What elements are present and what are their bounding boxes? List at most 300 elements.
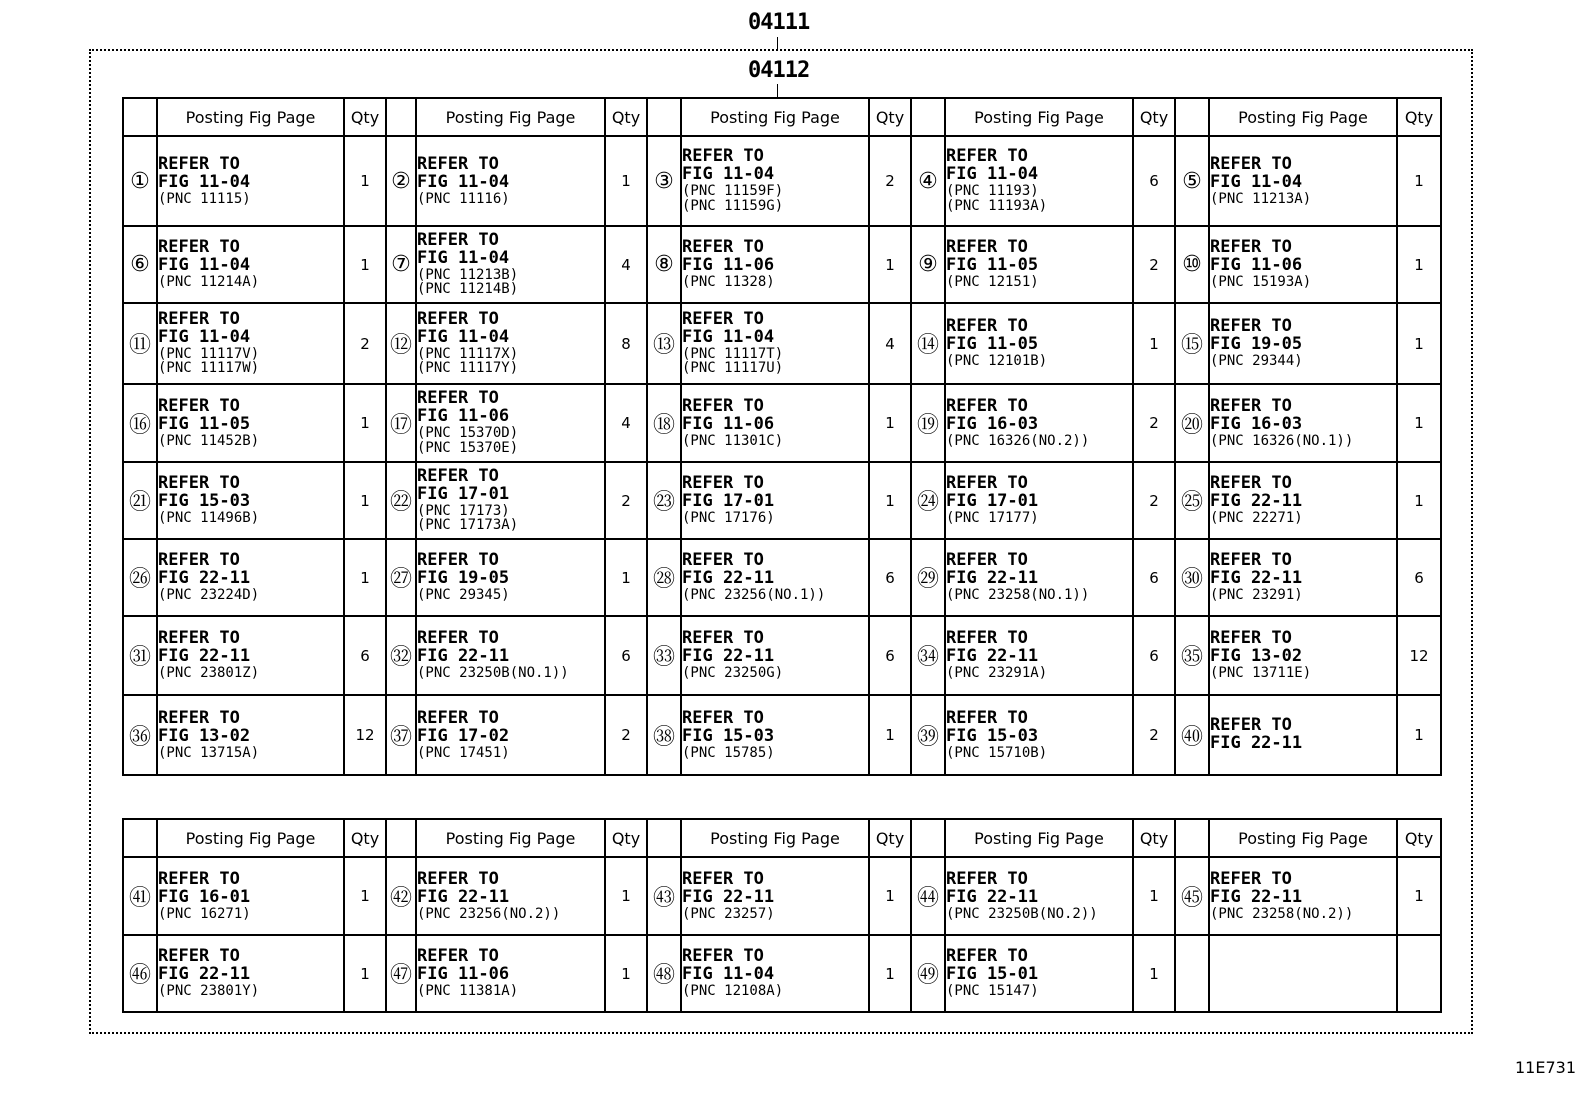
table-row (123, 616, 1441, 695)
refer-to-text: REFER TO (158, 237, 240, 258)
item-number: ㊻ (123, 935, 157, 1012)
header-posting-fig-page: Posting Fig Page (416, 98, 605, 136)
quantity: 1 (1133, 935, 1175, 1012)
item-number: ⑨ (911, 226, 945, 303)
header-index-cell (1175, 98, 1209, 136)
refer-to-text: REFER TO (417, 550, 499, 571)
pnc-number: (PNC 23258(NO.2)) (1210, 905, 1354, 922)
quantity: 1 (344, 539, 386, 616)
pnc-number: (PNC 11117U) (682, 360, 784, 377)
header-qty: Qty (605, 98, 647, 136)
header-index-cell (386, 819, 416, 857)
figure-reference: FIG 22-11 (1210, 733, 1303, 753)
pnc-number: (PNC 11117Y) (417, 360, 519, 377)
refer-to-text: REFER TO (417, 229, 499, 250)
refer-to-text: REFER TO (682, 473, 764, 494)
item-number: ㊲ (386, 695, 416, 775)
pnc-number: (PNC 23258(NO.1)) (946, 587, 1090, 603)
posting-reference (416, 857, 605, 935)
pnc-number: (PNC 11496B) (158, 510, 260, 526)
refer-to-text: REFER TO (1210, 237, 1292, 258)
header-qty: Qty (869, 819, 911, 857)
item-number: ㊴ (911, 695, 945, 775)
figure-reference: FIG 16-03 (1210, 413, 1303, 434)
table-row (123, 384, 1441, 462)
pnc-number: (PNC 12151) (946, 274, 1039, 290)
posting-reference (681, 384, 869, 462)
figure-reference: FIG 17-02 (417, 725, 510, 746)
quantity: 12 (1397, 616, 1441, 695)
item-number: ㉗ (386, 539, 416, 616)
pnc-number: (PNC 11116) (417, 190, 510, 207)
figure-reference: FIG 16-01 (158, 886, 251, 907)
posting-reference (681, 616, 869, 695)
figure-reference: FIG 15-03 (158, 491, 251, 512)
posting-reference (1209, 303, 1397, 384)
posting-reference (945, 462, 1133, 539)
table-row (123, 857, 1441, 935)
header-qty: Qty (605, 819, 647, 857)
refer-to-text: REFER TO (158, 153, 240, 174)
quantity: 1 (869, 462, 911, 539)
pnc-number: (PNC 12101B) (946, 353, 1048, 369)
quantity: 2 (869, 136, 911, 226)
header-posting-fig-page: Posting Fig Page (681, 98, 869, 136)
item-number: ① (123, 136, 157, 226)
figure-reference: FIG 22-11 (946, 886, 1039, 907)
table-row (123, 695, 1441, 775)
pnc-number: (PNC 17173A) (417, 517, 519, 534)
refer-to-text: REFER TO (417, 308, 499, 329)
item-number: ㉕ (1175, 462, 1209, 539)
item-number: ㉝ (647, 616, 681, 695)
posting-reference (416, 226, 605, 303)
parts-reference-table-top (122, 97, 1442, 776)
pnc-number: (PNC 23801Z) (158, 665, 260, 681)
parts-reference-table-bottom (122, 818, 1442, 1013)
pnc-number: (PNC 23250B(NO.1)) (417, 665, 569, 681)
refer-to-text: REFER TO (682, 868, 764, 889)
header-posting-fig-page: Posting Fig Page (945, 819, 1133, 857)
figure-reference: FIG 17-01 (417, 483, 510, 504)
header-posting-fig-page: Posting Fig Page (681, 819, 869, 857)
posting-reference (157, 695, 344, 775)
header-qty: Qty (1133, 819, 1175, 857)
quantity: 1 (1397, 303, 1441, 384)
pnc-number: (PNC 11115) (158, 190, 251, 207)
figure-reference: FIG 11-04 (417, 247, 510, 268)
figure-reference: FIG 19-05 (417, 568, 510, 589)
header-index-cell (911, 98, 945, 136)
item-number: ㊽ (647, 935, 681, 1012)
item-number: ② (386, 136, 416, 226)
item-number: ㉙ (911, 539, 945, 616)
posting-reference (157, 857, 344, 935)
posting-reference (416, 384, 605, 462)
item-number: ㉟ (1175, 616, 1209, 695)
table-row (123, 462, 1441, 539)
figure-reference: FIG 22-11 (1210, 568, 1303, 589)
quantity: 1 (344, 226, 386, 303)
quantity: 4 (605, 226, 647, 303)
figure-reference: FIG 17-01 (682, 491, 775, 512)
figure-reference: FIG 22-11 (417, 886, 510, 907)
item-number: ㊳ (647, 695, 681, 775)
table-row (123, 539, 1441, 616)
refer-to-text: REFER TO (946, 237, 1028, 258)
item-number: ③ (647, 136, 681, 226)
header-posting-fig-page: Posting Fig Page (1209, 819, 1397, 857)
figure-reference: FIG 15-03 (682, 725, 775, 746)
figure-reference: FIG 13-02 (1210, 646, 1303, 667)
quantity: 2 (1133, 384, 1175, 462)
header-index-cell (647, 98, 681, 136)
header-posting-fig-page: Posting Fig Page (157, 98, 344, 136)
figure-reference: FIG 11-05 (946, 334, 1039, 355)
refer-to-text: REFER TO (1210, 868, 1292, 889)
refer-to-text: REFER TO (682, 707, 764, 728)
posting-reference (416, 616, 605, 695)
posting-reference (157, 136, 344, 226)
item-number: ㊷ (386, 857, 416, 935)
posting-reference (416, 303, 605, 384)
refer-to-text: REFER TO (946, 473, 1028, 494)
quantity: 6 (869, 616, 911, 695)
table-header-row (123, 98, 1441, 136)
posting-reference (945, 935, 1133, 1012)
quantity: 1 (1397, 384, 1441, 462)
table-header-row (123, 819, 1441, 857)
posting-reference (681, 539, 869, 616)
figure-reference: FIG 22-11 (1210, 491, 1303, 512)
figure-reference: FIG 22-11 (682, 568, 775, 589)
quantity: 1 (869, 384, 911, 462)
refer-to-text: REFER TO (946, 707, 1028, 728)
pnc-number: (PNC 11159G) (682, 197, 784, 214)
item-number: ㉞ (911, 616, 945, 695)
posting-reference (1209, 226, 1397, 303)
posting-reference (416, 136, 605, 226)
item-number: ⑯ (123, 384, 157, 462)
pnc-number: (PNC 11193) (946, 183, 1039, 200)
item-number: ④ (911, 136, 945, 226)
posting-reference (1209, 935, 1397, 1012)
quantity: 2 (605, 695, 647, 775)
item-number: ⑦ (386, 226, 416, 303)
posting-reference (416, 935, 605, 1012)
header-index-cell (123, 819, 157, 857)
figure-reference: FIG 15-03 (946, 725, 1039, 746)
drawing-code: 11E731 (1514, 1058, 1576, 1077)
assembly-label-04112: 04112 (748, 58, 810, 83)
quantity: 1 (1397, 136, 1441, 226)
refer-to-text: REFER TO (946, 868, 1028, 889)
refer-to-text: REFER TO (1210, 628, 1292, 649)
refer-to-text: REFER TO (158, 946, 240, 967)
item-number: ㊵ (1175, 695, 1209, 775)
posting-reference (945, 857, 1133, 935)
figure-reference: FIG 11-04 (682, 964, 775, 985)
item-number: ⑬ (647, 303, 681, 384)
item-number: ⑧ (647, 226, 681, 303)
pnc-number: (PNC 16271) (158, 905, 251, 922)
quantity: 1 (1397, 695, 1441, 775)
item-number: ㉜ (386, 616, 416, 695)
table-row (123, 935, 1441, 1012)
header-index-cell (386, 98, 416, 136)
posting-reference (945, 695, 1133, 775)
assembly-label-04111: 04111 (748, 10, 810, 35)
posting-reference (416, 539, 605, 616)
figure-reference: FIG 11-04 (417, 326, 510, 347)
item-number: ⑲ (911, 384, 945, 462)
pnc-number: (PNC 11117X) (417, 345, 519, 362)
quantity: 8 (605, 303, 647, 384)
header-qty: Qty (344, 98, 386, 136)
quantity: 1 (344, 462, 386, 539)
refer-to-text: REFER TO (417, 388, 499, 409)
refer-to-text: REFER TO (417, 707, 499, 728)
quantity: 1 (344, 857, 386, 935)
item-number: ⑤ (1175, 136, 1209, 226)
figure-reference: FIG 13-02 (158, 725, 251, 746)
pnc-number: (PNC 23256(NO.1)) (682, 587, 826, 603)
quantity: 1 (1133, 857, 1175, 935)
figure-reference: FIG 22-11 (682, 886, 775, 907)
refer-to-text: REFER TO (682, 237, 764, 258)
posting-reference (1209, 462, 1397, 539)
item-number: ㉛ (123, 616, 157, 695)
header-index-cell (1175, 819, 1209, 857)
refer-to-text: REFER TO (682, 146, 764, 167)
header-posting-fig-page: Posting Fig Page (1209, 98, 1397, 136)
quantity: 6 (605, 616, 647, 695)
item-number: ㊼ (386, 935, 416, 1012)
posting-reference (681, 462, 869, 539)
quantity: 4 (869, 303, 911, 384)
figure-reference: FIG 11-04 (158, 326, 251, 347)
refer-to-text: REFER TO (946, 395, 1028, 416)
pnc-number: (PNC 15147) (946, 983, 1039, 999)
quantity: 2 (344, 303, 386, 384)
refer-to-text: REFER TO (1210, 550, 1292, 571)
pnc-number: (PNC 11452B) (158, 432, 260, 449)
refer-to-text: REFER TO (158, 868, 240, 889)
refer-to-text: REFER TO (158, 707, 240, 728)
posting-reference (157, 462, 344, 539)
quantity: 1 (605, 136, 647, 226)
pnc-number: (PNC 22271) (1210, 510, 1303, 526)
figure-reference: FIG 22-11 (158, 568, 251, 589)
item-number: ㉖ (123, 539, 157, 616)
pnc-number: (PNC 17173) (417, 502, 510, 519)
pnc-number: (PNC 16326(NO.2)) (946, 432, 1090, 449)
item-number: ⑮ (1175, 303, 1209, 384)
refer-to-text: REFER TO (158, 550, 240, 571)
pnc-number: (PNC 17176) (682, 510, 775, 526)
item-number: ㉓ (647, 462, 681, 539)
posting-reference (416, 462, 605, 539)
quantity: 1 (1397, 226, 1441, 303)
quantity: 1 (1133, 303, 1175, 384)
posting-reference (1209, 136, 1397, 226)
figure-reference: FIG 16-03 (946, 413, 1039, 434)
posting-reference (157, 384, 344, 462)
leader-line-04112 (777, 84, 778, 98)
refer-to-text: REFER TO (1210, 153, 1292, 174)
refer-to-text: REFER TO (417, 465, 499, 486)
posting-reference (681, 695, 869, 775)
pnc-number: (PNC 11213A) (1210, 190, 1312, 207)
figure-reference: FIG 11-06 (682, 255, 775, 276)
figure-reference: FIG 11-06 (682, 413, 775, 434)
quantity: 2 (1133, 462, 1175, 539)
pnc-number: (PNC 23291) (1210, 587, 1303, 603)
quantity: 2 (605, 462, 647, 539)
header-posting-fig-page: Posting Fig Page (945, 98, 1133, 136)
item-number: ⑱ (647, 384, 681, 462)
item-number: ㊺ (1175, 857, 1209, 935)
quantity: 1 (344, 384, 386, 462)
posting-reference (1209, 539, 1397, 616)
table-row (123, 303, 1441, 384)
posting-reference (681, 303, 869, 384)
header-posting-fig-page: Posting Fig Page (157, 819, 344, 857)
pnc-number: (PNC 11117W) (158, 360, 260, 377)
item-number: ㊱ (123, 695, 157, 775)
quantity: 6 (1397, 539, 1441, 616)
figure-reference: FIG 11-04 (1210, 171, 1303, 192)
quantity: 4 (605, 384, 647, 462)
figure-reference: FIG 19-05 (1210, 334, 1303, 355)
pnc-number: (PNC 15193A) (1210, 274, 1312, 290)
pnc-number: (PNC 11213B) (417, 266, 519, 283)
figure-reference: FIG 11-06 (417, 964, 510, 985)
posting-reference (945, 539, 1133, 616)
figure-reference: FIG 11-04 (158, 171, 251, 192)
pnc-number: (PNC 23257) (682, 905, 775, 922)
item-number: ⑪ (123, 303, 157, 384)
pnc-number: (PNC 15370D) (417, 425, 519, 442)
figure-reference: FIG 22-11 (682, 646, 775, 667)
pnc-number: (PNC 11117V) (158, 345, 260, 362)
refer-to-text: REFER TO (946, 946, 1028, 967)
posting-reference (157, 539, 344, 616)
refer-to-text: REFER TO (682, 946, 764, 967)
posting-reference (945, 226, 1133, 303)
item-number: ⑥ (123, 226, 157, 303)
quantity: 12 (344, 695, 386, 775)
pnc-number: (PNC 11301C) (682, 432, 784, 449)
table-row (123, 136, 1441, 226)
posting-reference (681, 935, 869, 1012)
item-number: ㉘ (647, 539, 681, 616)
figure-reference: FIG 22-11 (158, 964, 251, 985)
refer-to-text: REFER TO (946, 146, 1028, 167)
quantity: 1 (869, 935, 911, 1012)
figure-reference: FIG 22-11 (158, 646, 251, 667)
pnc-number: (PNC 23250G) (682, 665, 784, 681)
quantity: 6 (344, 616, 386, 695)
refer-to-text: REFER TO (1210, 473, 1292, 494)
quantity: 2 (1133, 695, 1175, 775)
pnc-number: (PNC 15370E) (417, 439, 519, 456)
refer-to-text: REFER TO (682, 628, 764, 649)
refer-to-text: REFER TO (417, 628, 499, 649)
table-row (123, 226, 1441, 303)
pnc-number: (PNC 11193A) (946, 197, 1048, 214)
posting-reference (416, 695, 605, 775)
refer-to-text: REFER TO (946, 550, 1028, 571)
pnc-number: (PNC 11328) (682, 274, 775, 290)
header-qty: Qty (1397, 98, 1441, 136)
item-number: ⑰ (386, 384, 416, 462)
figure-reference: FIG 11-05 (946, 255, 1039, 276)
figure-reference: FIG 22-11 (946, 646, 1039, 667)
refer-to-text: REFER TO (158, 473, 240, 494)
figure-reference: FIG 11-04 (417, 171, 510, 192)
header-index-cell (647, 819, 681, 857)
refer-to-text: REFER TO (946, 316, 1028, 337)
item-number: ⑳ (1175, 384, 1209, 462)
pnc-number: (PNC 17177) (946, 510, 1039, 526)
quantity: 1 (605, 857, 647, 935)
quantity: 1 (869, 857, 911, 935)
quantity: 6 (869, 539, 911, 616)
item-number: ㉑ (123, 462, 157, 539)
posting-reference (681, 857, 869, 935)
figure-reference: FIG 11-06 (417, 406, 510, 427)
refer-to-text: REFER TO (158, 395, 240, 416)
quantity: 6 (1133, 539, 1175, 616)
header-index-cell (911, 819, 945, 857)
item-number: ㉔ (911, 462, 945, 539)
item-number: ㊾ (911, 935, 945, 1012)
pnc-number: (PNC 29344) (1210, 353, 1303, 369)
refer-to-text: REFER TO (682, 308, 764, 329)
quantity: 1 (605, 539, 647, 616)
header-qty: Qty (1397, 819, 1441, 857)
pnc-number: (PNC 15710B) (946, 744, 1048, 761)
refer-to-text: REFER TO (417, 153, 499, 174)
posting-reference (945, 384, 1133, 462)
pnc-number: (PNC 11214B) (417, 281, 519, 298)
header-index-cell (123, 98, 157, 136)
item-number: ⑭ (911, 303, 945, 384)
item-number: ㊶ (123, 857, 157, 935)
pnc-number: (PNC 29345) (417, 587, 510, 603)
item-number: ⑩ (1175, 226, 1209, 303)
refer-to-text: REFER TO (158, 628, 240, 649)
pnc-number: (PNC 12108A) (682, 983, 784, 999)
pnc-number: (PNC 11214A) (158, 274, 260, 290)
posting-reference (157, 935, 344, 1012)
refer-to-text: REFER TO (1210, 395, 1292, 416)
figure-reference: FIG 11-06 (1210, 255, 1303, 276)
pnc-number: (PNC 16326(NO.1)) (1210, 432, 1354, 449)
posting-reference (681, 226, 869, 303)
quantity: 1 (605, 935, 647, 1012)
header-qty: Qty (869, 98, 911, 136)
posting-reference (157, 616, 344, 695)
pnc-number: (PNC 17451) (417, 744, 510, 761)
item-number (1175, 935, 1209, 1012)
figure-reference: FIG 11-04 (158, 255, 251, 276)
refer-to-text: REFER TO (1210, 715, 1292, 736)
quantity: 6 (1133, 616, 1175, 695)
posting-reference (681, 136, 869, 226)
refer-to-text: REFER TO (1210, 316, 1292, 337)
